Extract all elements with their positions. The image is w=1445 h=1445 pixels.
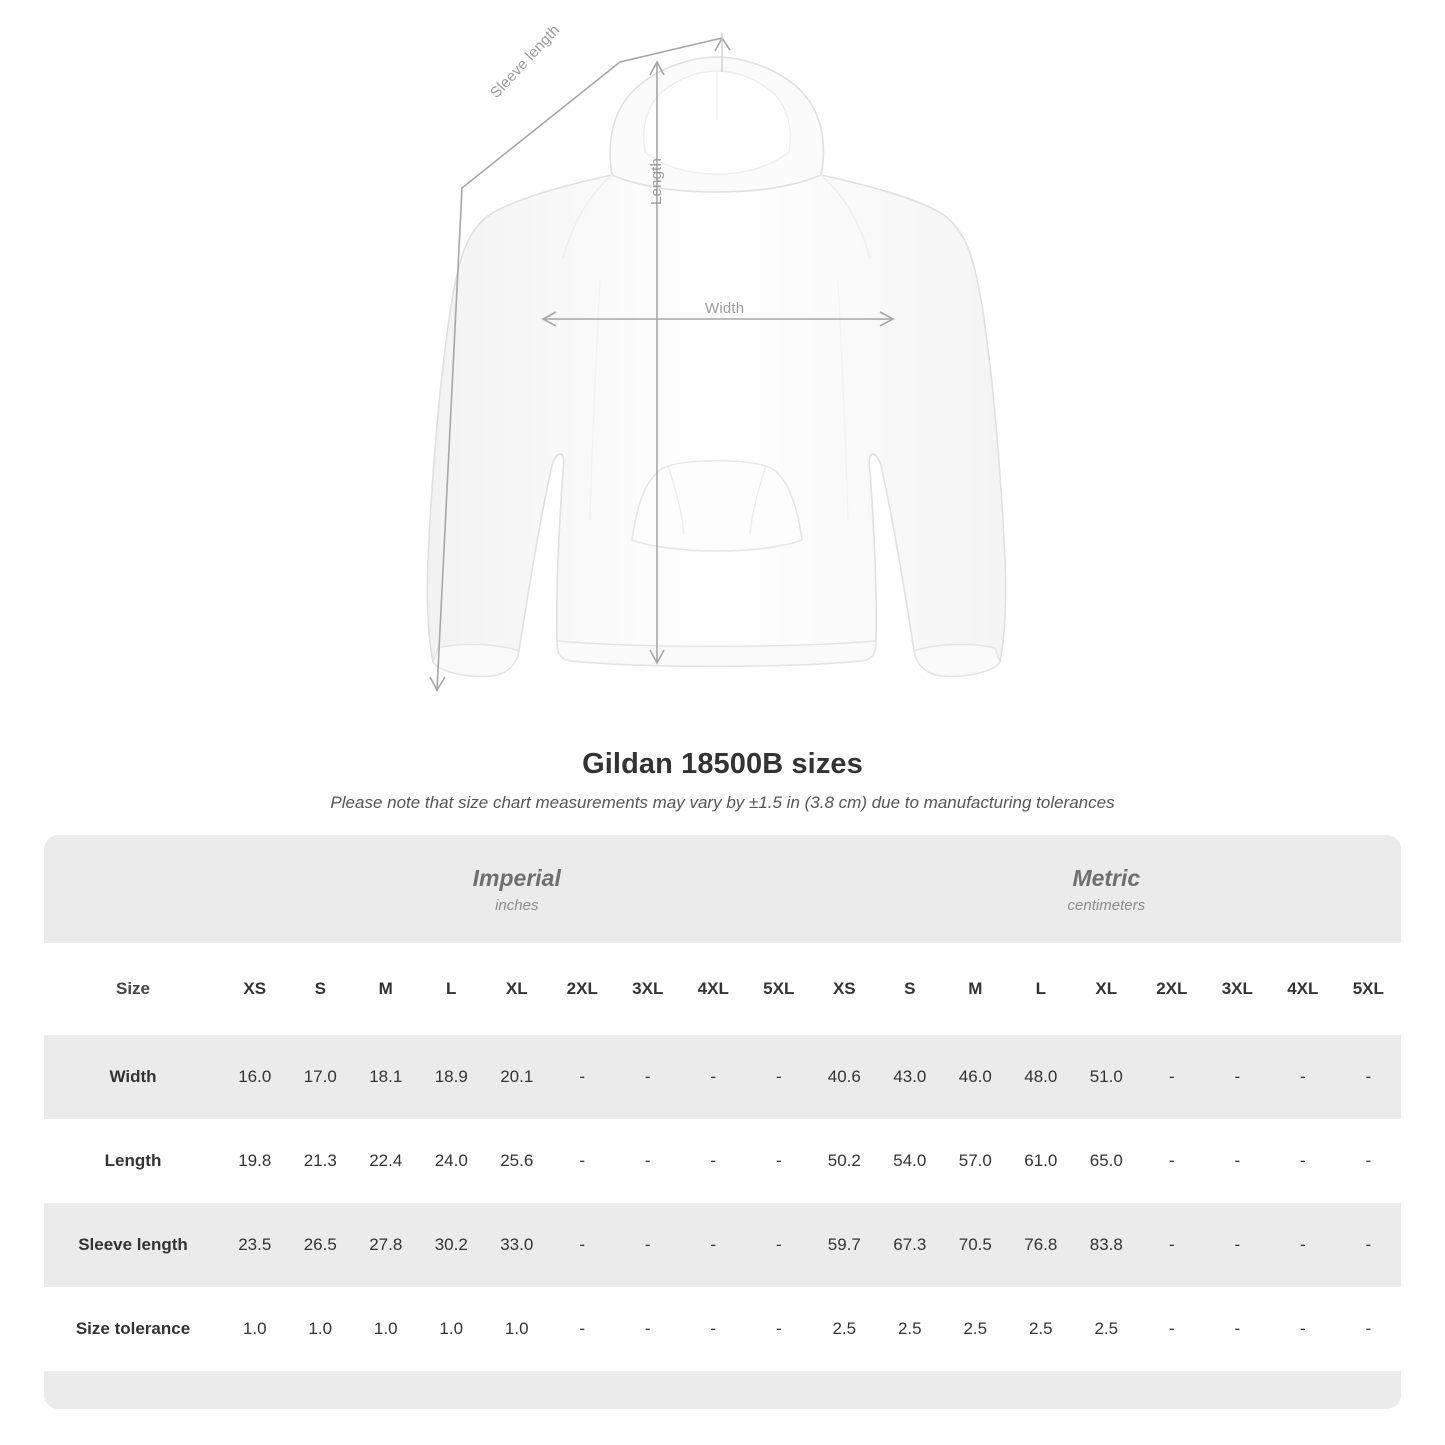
title-block xyxy=(0,748,1445,813)
cell: - xyxy=(1270,1203,1336,1287)
size-table-wrapper xyxy=(44,835,1401,1409)
cell: - xyxy=(1205,1119,1271,1203)
cell: 16.0 xyxy=(222,1035,288,1119)
cell: - xyxy=(1336,1203,1401,1287)
header-size-l-metric: L xyxy=(1008,943,1074,1035)
cell: - xyxy=(550,1119,616,1203)
cell: - xyxy=(681,1119,747,1203)
cell: - xyxy=(615,1203,681,1287)
cell: - xyxy=(1139,1119,1205,1203)
unit-imperial xyxy=(222,835,812,943)
cell: - xyxy=(1336,1287,1401,1371)
unit-imperial-name: Imperial xyxy=(472,865,561,892)
cell: 83.8 xyxy=(1074,1203,1140,1287)
cell: 54.0 xyxy=(877,1119,943,1203)
cell: - xyxy=(681,1203,747,1287)
header-size-xl: XL xyxy=(484,943,550,1035)
page-title: Gildan 18500B sizes xyxy=(582,748,863,780)
header-size-4xl-metric: 4XL xyxy=(1270,943,1336,1035)
units-row xyxy=(44,835,1401,943)
cell: 23.5 xyxy=(222,1203,288,1287)
cell: 33.0 xyxy=(484,1203,550,1287)
cell: 1.0 xyxy=(484,1287,550,1371)
cell: 59.7 xyxy=(812,1203,878,1287)
table-row xyxy=(44,1287,1401,1371)
cell: - xyxy=(1205,1203,1271,1287)
cell: 25.6 xyxy=(484,1119,550,1203)
cell: - xyxy=(550,1287,616,1371)
cell: 30.2 xyxy=(419,1203,485,1287)
cell: - xyxy=(746,1203,812,1287)
cell: - xyxy=(615,1287,681,1371)
unit-metric xyxy=(812,835,1401,943)
cell: - xyxy=(615,1035,681,1119)
cell: 61.0 xyxy=(1008,1119,1074,1203)
size-table xyxy=(44,835,1401,1409)
tolerance-note: Please note that size chart measurements may vary by ±1.5 in (3.8 cm) due to manufacturing tolerances xyxy=(330,793,1115,812)
header-size-s: S xyxy=(288,943,354,1035)
header-size-s-metric: S xyxy=(877,943,943,1035)
cell: 17.0 xyxy=(288,1035,354,1119)
cell: 27.8 xyxy=(353,1203,419,1287)
cell: 18.1 xyxy=(353,1035,419,1119)
cell: 18.9 xyxy=(419,1035,485,1119)
cell: 46.0 xyxy=(943,1035,1009,1119)
table-row xyxy=(44,1119,1401,1203)
cell: - xyxy=(615,1119,681,1203)
cell: 1.0 xyxy=(288,1287,354,1371)
cell: - xyxy=(746,1287,812,1371)
cell: - xyxy=(1139,1287,1205,1371)
header-row xyxy=(44,943,1401,1035)
row-label-sleeve-length: Sleeve length xyxy=(44,1203,222,1287)
cell: 2.5 xyxy=(1008,1287,1074,1371)
cell: - xyxy=(550,1203,616,1287)
header-size-2xl: 2XL xyxy=(550,943,616,1035)
header-size-xs: XS xyxy=(222,943,288,1035)
footer-spacer xyxy=(44,1371,1401,1409)
cell: 22.4 xyxy=(353,1119,419,1203)
units-spacer xyxy=(44,835,222,943)
unit-imperial-sub: inches xyxy=(495,896,539,914)
cell: - xyxy=(1336,1119,1401,1203)
table-row xyxy=(44,1203,1401,1287)
cell: 43.0 xyxy=(877,1035,943,1119)
cell: 2.5 xyxy=(943,1287,1009,1371)
header-size-xs-metric: XS xyxy=(812,943,878,1035)
cell: - xyxy=(1270,1119,1336,1203)
unit-metric-name: Metric xyxy=(1072,865,1141,892)
header-size-5xl-metric: 5XL xyxy=(1336,943,1401,1035)
cell: - xyxy=(1270,1035,1336,1119)
header-size-label: Size xyxy=(44,943,222,1035)
header-size-m-metric: M xyxy=(943,943,1009,1035)
header-size-xl-metric: XL xyxy=(1074,943,1140,1035)
cell: - xyxy=(1205,1035,1271,1119)
cell: 1.0 xyxy=(419,1287,485,1371)
row-label-size-tolerance: Size tolerance xyxy=(44,1287,222,1371)
cell: 1.0 xyxy=(222,1287,288,1371)
cell: - xyxy=(746,1035,812,1119)
cell: 40.6 xyxy=(812,1035,878,1119)
cell: - xyxy=(550,1035,616,1119)
header-size-5xl: 5XL xyxy=(746,943,812,1035)
header-size-m: M xyxy=(353,943,419,1035)
header-size-3xl-metric: 3XL xyxy=(1205,943,1271,1035)
row-label-width: Width xyxy=(44,1035,222,1119)
cell: 2.5 xyxy=(877,1287,943,1371)
table-footer-strip xyxy=(44,1371,1401,1409)
cell: 76.8 xyxy=(1008,1203,1074,1287)
cell: 24.0 xyxy=(419,1119,485,1203)
width-label: Width xyxy=(705,300,745,317)
cell: 26.5 xyxy=(288,1203,354,1287)
cell: - xyxy=(1336,1035,1401,1119)
cell: 2.5 xyxy=(1074,1287,1140,1371)
cell: - xyxy=(746,1119,812,1203)
header-size-l: L xyxy=(419,943,485,1035)
cell: 20.1 xyxy=(484,1035,550,1119)
cell: 1.0 xyxy=(353,1287,419,1371)
header-size-2xl-metric: 2XL xyxy=(1139,943,1205,1035)
cell: 57.0 xyxy=(943,1119,1009,1203)
row-label-length: Length xyxy=(44,1119,222,1203)
cell: 70.5 xyxy=(943,1203,1009,1287)
length-label: Length xyxy=(648,157,665,205)
cell: - xyxy=(1139,1203,1205,1287)
cell: 48.0 xyxy=(1008,1035,1074,1119)
cell: - xyxy=(681,1035,747,1119)
cell: - xyxy=(681,1287,747,1371)
cell: - xyxy=(1270,1287,1336,1371)
unit-metric-sub: centimeters xyxy=(1067,896,1146,914)
sleeve-length-label: Sleeve length xyxy=(487,21,564,102)
cell: 19.8 xyxy=(222,1119,288,1203)
cell: 65.0 xyxy=(1074,1119,1140,1203)
header-size-4xl: 4XL xyxy=(681,943,747,1035)
header-size-3xl: 3XL xyxy=(615,943,681,1035)
cell: - xyxy=(1139,1035,1205,1119)
cell: 2.5 xyxy=(812,1287,878,1371)
cell: - xyxy=(1205,1287,1271,1371)
cell: 21.3 xyxy=(288,1119,354,1203)
table-row xyxy=(44,1035,1401,1119)
cell: 51.0 xyxy=(1074,1035,1140,1119)
cell: 50.2 xyxy=(812,1119,878,1203)
cell: 67.3 xyxy=(877,1203,943,1287)
